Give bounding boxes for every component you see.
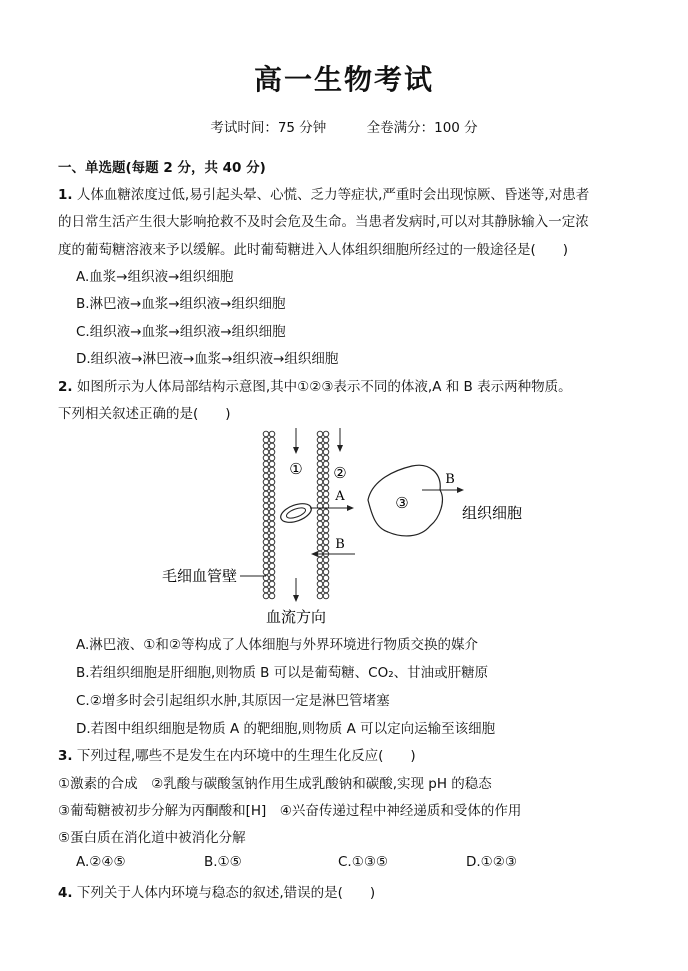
wall-bead xyxy=(269,587,275,593)
wall-bead xyxy=(269,557,275,563)
wall-bead xyxy=(317,569,323,575)
q3-option-d: D.①②③ xyxy=(466,854,517,870)
wall-label: 毛细血管壁 xyxy=(162,567,238,585)
q1-option-d: D.组织液→淋巴液→血浆→组织液→组织细胞 xyxy=(76,351,339,367)
q4-number: 4. xyxy=(58,885,73,901)
wall-bead xyxy=(323,587,329,593)
arrow-b-right-label: B xyxy=(445,472,455,487)
q4-stem: 下列关于人体内环境与稳态的叙述,错误的是( ) xyxy=(76,885,376,901)
wall-bead xyxy=(263,497,269,503)
diagram-label-1: ① xyxy=(289,460,303,478)
diagram-label-3: ③ xyxy=(395,494,409,512)
diagram-label-2: ② xyxy=(333,464,347,482)
q2-number: 2. xyxy=(58,379,73,395)
capillary-wall-beads xyxy=(263,431,329,599)
wall-bead xyxy=(323,593,329,599)
wall-bead xyxy=(263,593,269,599)
wall-bead xyxy=(269,503,275,509)
wall-bead xyxy=(323,509,329,515)
q1-line-1 xyxy=(58,183,589,203)
wall-bead xyxy=(263,581,269,587)
q1-text-3: 度的葡萄糖溶液来予以缓解。此时葡萄糖进入人体组织细胞所经过的一般途径是( ) xyxy=(58,242,569,258)
flow-label: 血流方向 xyxy=(265,608,327,626)
wall-bead xyxy=(263,479,269,485)
wall-bead xyxy=(317,479,323,485)
wall-bead xyxy=(323,455,329,461)
q1-option-c: C.组织液→血浆→组织液→组织细胞 xyxy=(76,324,286,340)
wall-bead xyxy=(263,551,269,557)
wall-bead xyxy=(269,473,275,479)
wall-bead xyxy=(263,485,269,491)
wall-bead xyxy=(269,449,275,455)
wall-bead xyxy=(263,461,269,467)
wall-bead xyxy=(323,461,329,467)
wall-bead xyxy=(323,431,329,437)
q2-text-2: 下列相关叙述正确的是( ) xyxy=(58,406,231,422)
wall-bead xyxy=(263,521,269,527)
wall-bead xyxy=(317,545,323,551)
wall-bead xyxy=(269,437,275,443)
wall-bead xyxy=(263,431,269,437)
wall-bead xyxy=(317,437,323,443)
wall-bead xyxy=(263,545,269,551)
wall-bead xyxy=(269,515,275,521)
wall-bead xyxy=(317,461,323,467)
wall-bead xyxy=(269,563,275,569)
wall-bead xyxy=(323,569,329,575)
q3-item-3: ⑤蛋白质在消化道中被消化分解 xyxy=(58,830,246,846)
wall-bead xyxy=(317,575,323,581)
wall-bead xyxy=(269,545,275,551)
wall-bead xyxy=(263,563,269,569)
q3-stem: 下列过程,哪些不是发生在内环境中的生理生化反应( ) xyxy=(76,748,416,764)
exam-info xyxy=(0,116,688,136)
wall-bead xyxy=(263,467,269,473)
q3-option-a: A.②④⑤ xyxy=(76,854,126,870)
cell-label: 组织细胞 xyxy=(462,504,523,522)
wall-bead xyxy=(317,527,323,533)
q2-option-d: D.若图中组织细胞是物质 A 的靶细胞,则物质 A 可以定向运输至该细胞 xyxy=(76,721,496,737)
q1-text-2: 的日常生活产生很大影响抢救不及时会危及生命。当患者发病时,可以对其静脉输入一定浓 xyxy=(58,214,589,230)
wall-bead xyxy=(269,491,275,497)
wall-bead xyxy=(317,497,323,503)
wall-bead xyxy=(317,485,323,491)
wall-bead xyxy=(263,443,269,449)
wall-bead xyxy=(323,521,329,527)
q3-option-b: B.①⑤ xyxy=(204,854,242,870)
q2-line-1 xyxy=(58,375,572,395)
q3-item-2: ③葡萄糖被初步分解为丙酮酸和[H] ④兴奋传递过程中神经递质和受体的作用 xyxy=(58,803,522,819)
wall-bead xyxy=(317,593,323,599)
wall-bead xyxy=(263,455,269,461)
arrow-b-left-label: B xyxy=(335,537,345,552)
wall-bead xyxy=(323,581,329,587)
arrow-a-label: A xyxy=(335,489,345,504)
wall-bead xyxy=(263,539,269,545)
wall-bead xyxy=(323,575,329,581)
wall-bead xyxy=(269,485,275,491)
wall-bead xyxy=(317,491,323,497)
wall-bead xyxy=(263,515,269,521)
wall-bead xyxy=(269,509,275,515)
wall-bead xyxy=(269,593,275,599)
wall-bead xyxy=(269,533,275,539)
wall-bead xyxy=(323,491,329,497)
wall-bead xyxy=(269,551,275,557)
wall-bead xyxy=(269,461,275,467)
wall-bead xyxy=(269,539,275,545)
wall-bead xyxy=(317,467,323,473)
body-fluid-diagram xyxy=(150,420,550,632)
wall-bead xyxy=(263,437,269,443)
section-heading: 一、单选题(每题 2 分，共 40 分) xyxy=(58,160,266,176)
wall-bead xyxy=(323,473,329,479)
wall-bead xyxy=(323,467,329,473)
wall-bead xyxy=(323,479,329,485)
red-blood-cell xyxy=(278,500,314,526)
wall-bead xyxy=(317,509,323,515)
wall-bead xyxy=(317,557,323,563)
wall-bead xyxy=(269,581,275,587)
q2-option-c: C.②增多时会引起组织水肿,其原因一定是淋巴管堵塞 xyxy=(76,693,390,709)
wall-bead xyxy=(263,449,269,455)
wall-bead xyxy=(323,443,329,449)
wall-bead xyxy=(317,431,323,437)
wall-bead xyxy=(269,479,275,485)
q3-number: 3. xyxy=(58,748,73,764)
wall-bead xyxy=(263,509,269,515)
wall-bead xyxy=(317,449,323,455)
wall-bead xyxy=(269,527,275,533)
wall-bead xyxy=(269,455,275,461)
wall-bead xyxy=(317,539,323,545)
wall-bead xyxy=(263,587,269,593)
q1-text-1: 人体血糖浓度过低,易引起头晕、心慌、乏力等症状,严重时会出现惊厥、昏迷等,对患者 xyxy=(76,187,590,203)
wall-bead xyxy=(317,515,323,521)
q2-option-b: B.若组织细胞是肝细胞,则物质 B 可以是葡萄糖、CO₂、甘油或肝糖原 xyxy=(76,665,489,681)
q2-text-1: 如图所示为人体局部结构示意图,其中①②③表示不同的体液,A 和 B 表示两种物质。 xyxy=(76,379,572,395)
q1-number: 1. xyxy=(58,187,73,203)
exam-title: 高一生物考试 xyxy=(253,63,434,96)
wall-bead xyxy=(269,569,275,575)
wall-bead xyxy=(269,497,275,503)
wall-bead xyxy=(317,581,323,587)
wall-bead xyxy=(323,449,329,455)
q1-option-a: A.血浆→组织液→组织细胞 xyxy=(76,269,234,285)
exam-time: 考试时间：75 分钟 xyxy=(210,120,327,136)
wall-bead xyxy=(323,545,329,551)
q1-option-b: B.淋巴液→血浆→组织液→组织细胞 xyxy=(76,296,286,312)
wall-bead xyxy=(263,491,269,497)
q3-option-c: C.①③⑤ xyxy=(338,854,389,870)
wall-bead xyxy=(317,563,323,569)
wall-bead xyxy=(263,557,269,563)
wall-bead xyxy=(317,533,323,539)
wall-bead xyxy=(317,443,323,449)
wall-bead xyxy=(269,521,275,527)
wall-bead xyxy=(317,521,323,527)
wall-bead xyxy=(269,443,275,449)
wall-bead xyxy=(323,515,329,521)
wall-bead xyxy=(263,533,269,539)
wall-bead xyxy=(263,527,269,533)
wall-bead xyxy=(317,473,323,479)
full-score: 全卷满分：100 分 xyxy=(366,120,478,136)
wall-bead xyxy=(263,569,269,575)
wall-bead xyxy=(317,587,323,593)
wall-bead xyxy=(323,485,329,491)
wall-bead xyxy=(269,431,275,437)
wall-bead xyxy=(323,557,329,563)
wall-bead xyxy=(323,563,329,569)
q2-option-a: A.淋巴液、①和②等构成了人体细胞与外界环境进行物质交换的媒介 xyxy=(76,637,478,653)
q4-line-1 xyxy=(58,881,375,901)
q3-item-1: ①激素的合成 ②乳酸与碳酸氢钠作用生成乳酸钠和碳酸,实现 pH 的稳态 xyxy=(58,776,492,792)
wall-bead xyxy=(269,575,275,581)
wall-bead xyxy=(323,527,329,533)
wall-bead xyxy=(269,467,275,473)
wall-bead xyxy=(323,497,329,503)
wall-bead xyxy=(263,503,269,509)
q3-line-1 xyxy=(58,744,416,764)
wall-bead xyxy=(263,473,269,479)
wall-bead xyxy=(323,437,329,443)
wall-bead xyxy=(323,539,329,545)
wall-bead xyxy=(323,533,329,539)
wall-bead xyxy=(317,455,323,461)
